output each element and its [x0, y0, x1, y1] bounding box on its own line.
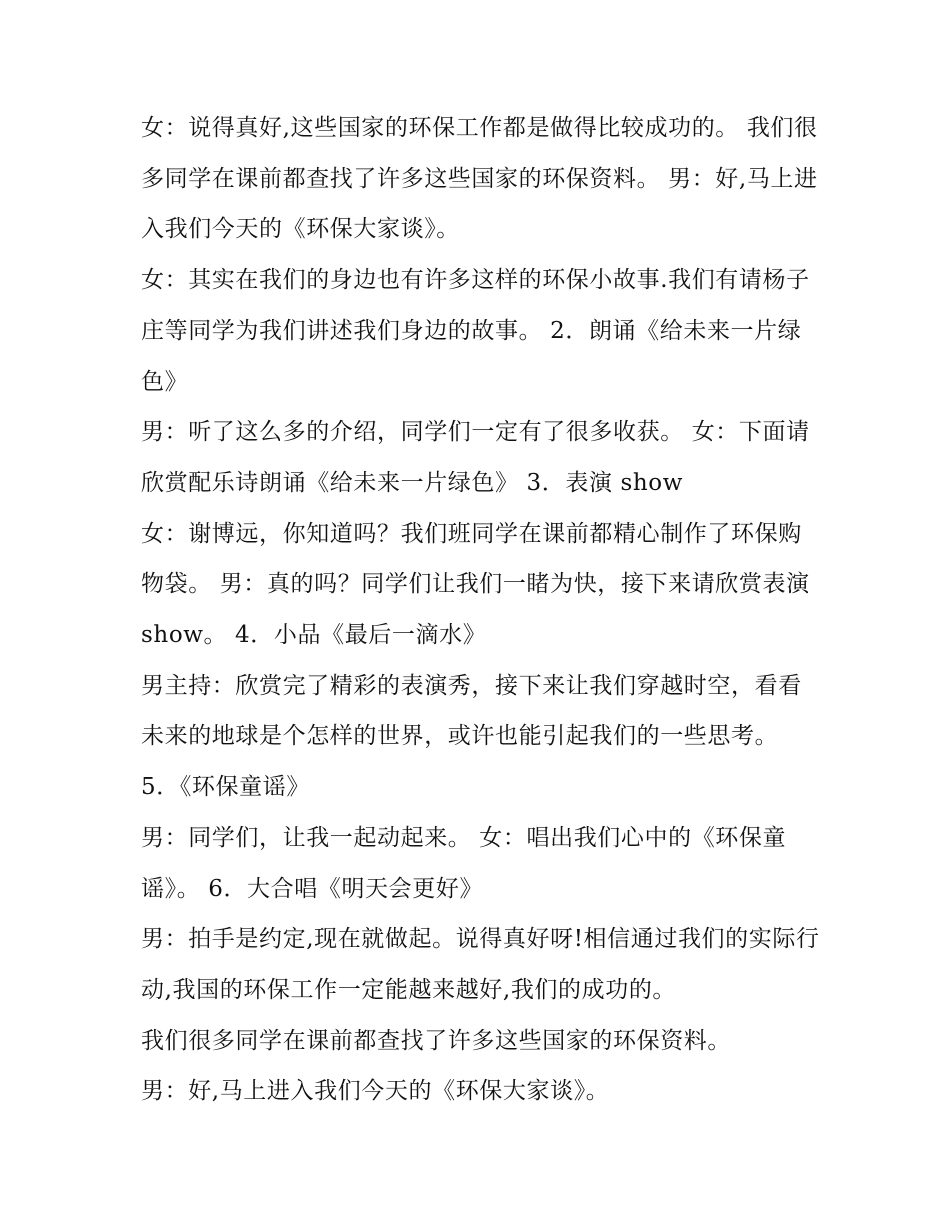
paragraph: 男：同学们，让我一起动起来。 女：唱出我们心中的《环保童谣》。 6．大合唱《明天会更好》 — [141, 824, 787, 902]
paragraph: 男：听了这么多的介绍，同学们一定有了很多收获。 女：下面请欣赏配乐诗朗诵《给未来一片绿色》 3．表演 show — [141, 419, 810, 496]
paragraph: 男主持：欣赏完了精彩的表演秀，接下来让我们穿越时空，看看未来的地球是个怎样的世界，或许也能引起我们的一些思考。 5．《环保童谣》 — [141, 672, 802, 801]
paragraph: 男：好,马上进入我们今天的《环保大家谈》。 — [141, 1078, 610, 1105]
paragraph: 女：其实在我们的身边也有许多这样的环保小故事.我们有请杨子庄等同学为我们讲述我们身边的故事。 2．朗诵《给未来一片绿色》 — [141, 267, 810, 395]
paragraph: 女：谢博远，你知道吗？我们班同学在课前都精心制作了环保购物袋。 男：真的吗？同学们让我们一睹为快，接下来请欣赏表演 show。 4．小品《最后一滴水》 — [141, 520, 810, 649]
paragraph: 男：拍手是约定,现在就做起。说得真好呀!相信通过我们的实际行动,我国的环保工作一定能越来越好,我们的成功的。 — [141, 926, 820, 1003]
document-body — [141, 103, 821, 1117]
paragraph: 女：说得真好,这些国家的环保工作都是做得比较成功的。 我们很多同学在课前都查找了许多这些国家的环保资料。 男：好,马上进入我们今天的《环保大家谈》。 — [141, 115, 818, 243]
paragraph: 我们很多同学在课前都查找了许多这些国家的环保资料。 — [141, 1027, 731, 1054]
